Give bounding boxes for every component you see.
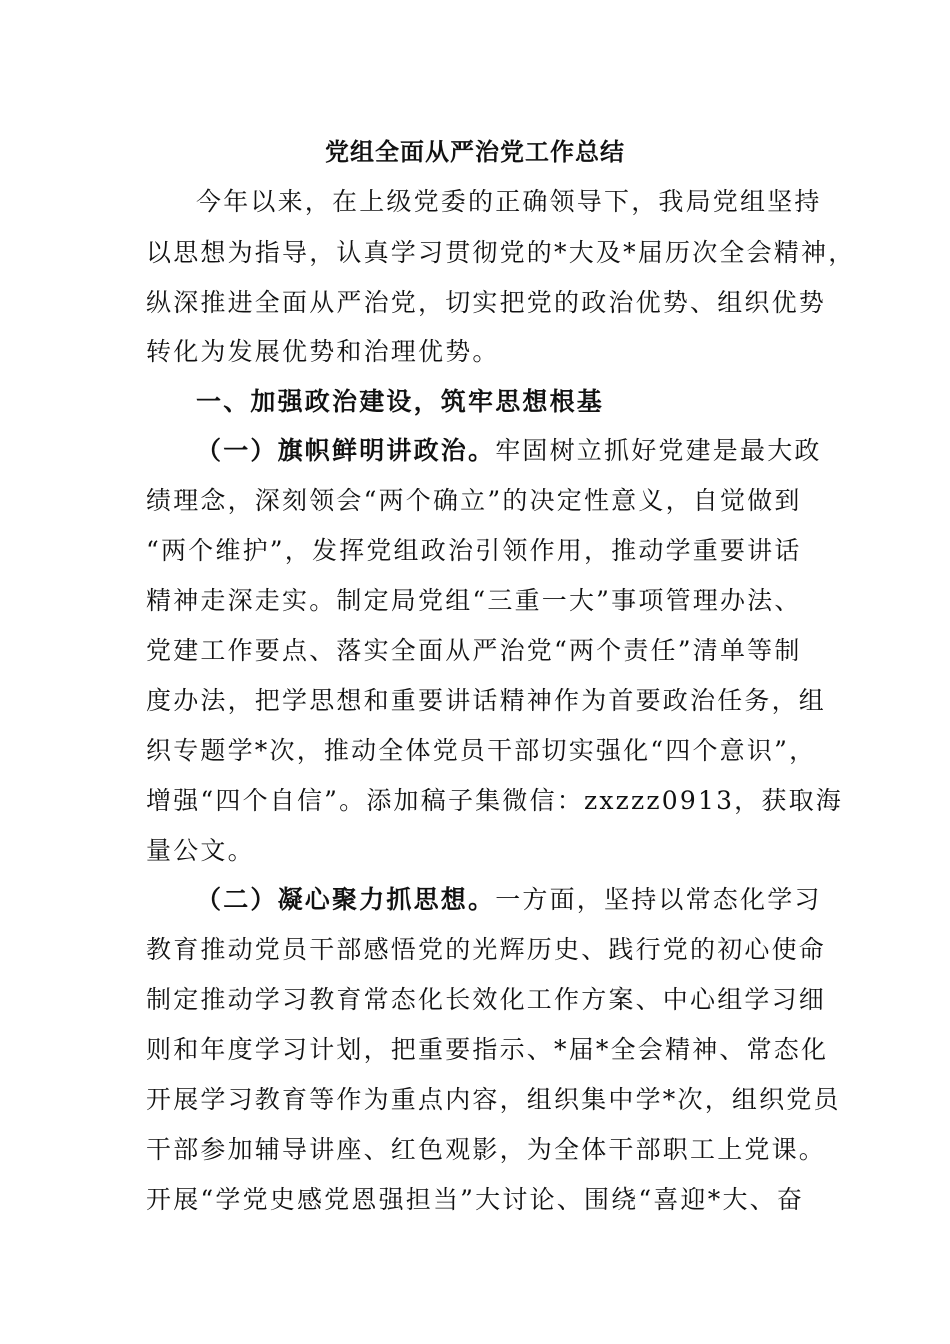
subsection-1-line: “两个维护”，发挥党组政治引领作用，推动学重要讲话 [146,536,802,565]
subsection-1-line: 织专题学*次，推动全体党员干部切实强化“四个意识”， [146,736,817,765]
subsection-1-line: 精神走深走实。制定局党组“三重一大”事项管理办法、 [146,586,802,615]
subsection-1-line: 绩理念，深刻领会“两个确立”的决定性意义，自觉做到 [146,486,802,515]
intro-line-2: 以思想为指导，认真学习贯彻党的*大及*届历次全会精神， [146,238,856,267]
subsection-1-heading: （一）旗帜鲜明讲政治。 [196,436,496,465]
intro-line-1: 今年以来，在上级党委的正确领导下，我局党组坚持 [196,187,822,216]
subsection-2-line: 开展“学党史感党恩强担当”大讨论、围绕“喜迎*大、奋 [146,1185,805,1214]
subsection-1-first-line [196,433,826,469]
subsection-2-first-line [196,882,826,918]
subsection-1-line: 增强“四个自信”。添加稿子集微信：zxzzz0913，获取海 [146,786,843,815]
subsection-2-heading: （二）凝心聚力抓思想。 [196,885,496,914]
subsection-1-line: 党建工作要点、落实全面从严治党“两个责任”清单等制 [146,636,802,665]
subsection-2-first-line-text: 一方面，坚持以常态化学习 [495,885,822,914]
document-title: 党组全面从严治党工作总结 [325,137,625,166]
subsection-2-line: 教育推动党员干部感悟党的光辉历史、践行党的初心使命 [146,935,827,964]
subsection-2-line: 则和年度学习计划，把重要指示、*届*全会精神、常态化 [146,1035,829,1064]
subsection-2-line: 开展学习教育等作为重点内容，组织集中学*次，组织党员 [146,1085,841,1114]
intro-line-4: 转化为发展优势和治理优势。 [146,337,500,366]
subsection-1-line: 量公文。 [146,836,255,865]
subsection-2-line: 干部参加辅导讲座、红色观影，为全体干部职工上党课。 [146,1135,827,1164]
section-heading-1: 一、加强政治建设，筑牢思想根基 [196,387,605,416]
subsection-1-line: 度办法，把学思想和重要讲话精神作为首要政治任务，组 [146,686,827,715]
intro-line-3: 纵深推进全面从严治党，切实把党的政治优势、组织优势 [146,288,827,317]
subsection-2-line: 制定推动学习教育常态化长效化工作方案、中心组学习细 [146,985,827,1014]
subsection-1-first-line-text: 牢固树立抓好党建是最大政 [495,436,822,465]
